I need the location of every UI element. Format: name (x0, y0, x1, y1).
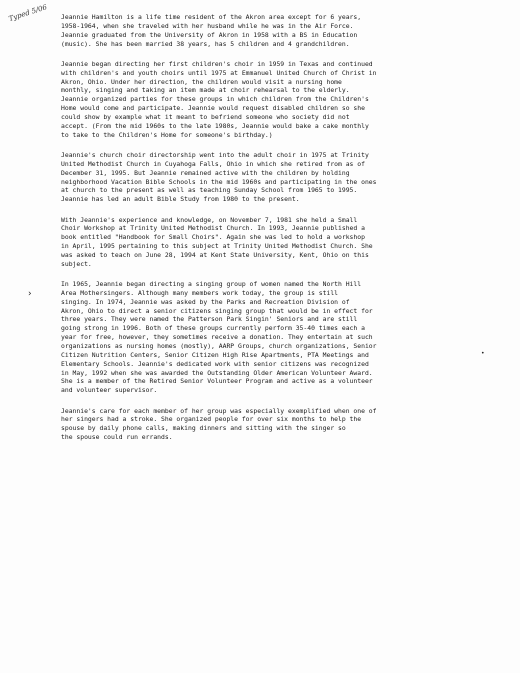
text-line: Jeannie began directing her first children's choir in 1959 in Texas and continued (61, 59, 373, 68)
text-line: Jeannie's church choir directorship went into the adult choir in 1975 at Trinity (61, 150, 369, 159)
text-line: December 31, 1995. But Jeannie remained active with the children by holding (61, 168, 350, 177)
paragraph (61, 280, 511, 395)
paragraph (61, 407, 511, 442)
text-line: with children's and youth choirs until 1975 at Emmanuel United Church of Christ in (61, 68, 377, 77)
text-line: Jeannie graduated from the University of Akron in 1958 with a BS in Education (61, 30, 358, 39)
text-line: could show by example what it meant to befriend someone who society did not (61, 112, 350, 121)
text-line: Citizen Nutrition Centers, Senior Citizen High Rise Apartments, PTA Meetings and (61, 350, 369, 359)
text-line: in May, 1992 when she was awarded the Outstanding Older American Volunteer Award. (61, 368, 373, 377)
document-body (61, 13, 511, 453)
text-line: book entitled "Handbook for Small Choirs". Again she was led to hold a workshop (61, 233, 365, 242)
text-line: Akron, Ohio. Under her direction, the children would visit a nursing home (61, 77, 342, 86)
text-line: She is a member of the Retired Senior Volunteer Program and active as a volunteer (61, 377, 373, 386)
paragraph (61, 60, 511, 140)
paragraph (61, 151, 511, 204)
text-line: With Jeannie's experience and knowledge, on November 7, 1981 she held a Small (61, 215, 358, 224)
text-line: year for free, however, they sometimes receive a donation. They entertain at such (61, 333, 373, 342)
margin-arrow-mark: › (28, 289, 32, 299)
text-line: organizations as nursing homes (mostly), AARP Groups, church organizations, Senior (61, 342, 377, 350)
text-line: Elementary Schools. Jeannie's dedicated work with senior citizens was recognized (61, 359, 369, 368)
text-line: Area Mothersingers. Although many members work today, the group is still (61, 288, 339, 297)
text-line: going strong in 1996. Both of these groups currently perform 35-40 times each a (61, 324, 365, 333)
text-line: her singers had a stroke. She organized people for over six months to help the (61, 415, 362, 424)
text-line: United Methodist Church in Cuyahoga Falls, Ohio in which she retired from as of (61, 159, 365, 168)
text-line: subject. (61, 259, 92, 268)
text-line: was asked to teach on June 28, 1994 at Kent State University, Kent, Ohio on this (61, 250, 369, 259)
text-line: spouse by daily phone calls, making dinners and sitting with the singer so (61, 424, 346, 433)
handwritten-margin-note: Typed 5/06 (7, 3, 48, 23)
text-line: to take to the Children's Home for someone's birthday.) (61, 130, 273, 139)
text-line: neighborhood Vacation Bible Schools in the mid 1960s and participating in the ones (61, 177, 377, 186)
text-line: and volunteer supervisor. (61, 386, 158, 395)
text-line: the spouse could run errands. (61, 433, 173, 442)
text-line: Choir Workshop at Trinity United Methodist Church. In 1993, Jeannie published a (61, 224, 365, 233)
text-line: monthly, singing and taking an item made at choir rehearsal to the elderly. (61, 86, 350, 95)
text-line: Akron, Ohio to direct a senior citizens singing group that would be in effect for (61, 306, 373, 315)
text-line: Jeannie has led an adult Bible Study from 1980 to the present. (61, 195, 300, 204)
text-line: Home would come and participate. Jeannie would request disabled children so she (61, 104, 365, 113)
text-line: Jeannie Hamilton is a life time resident of the Akron area except for 6 years, (61, 13, 362, 21)
text-line: (music). She has been married 38 years, has 5 children and 4 grandchildren. (61, 39, 350, 48)
text-line: in April, 1995 pertaining to this subject at Trinity United Methodist Church. She (61, 242, 373, 251)
text-line: Jeannie organized parties for these groups in which children from the Children's (61, 95, 369, 104)
text-line: In 1965, Jeannie began directing a singing group of women named the North Hill (61, 280, 362, 289)
text-line: 1958-1964, when she traveled with her husband while he was in the Air Force. (61, 21, 354, 30)
paragraph (61, 216, 511, 269)
text-line: at church to the present as well as teaching Sunday School from 1965 to 1995. (61, 186, 358, 195)
text-line: singing. In 1974, Jeannie was asked by the Parks and Recreation Division of (61, 297, 350, 306)
text-line: accept. (From the mid 1960s to the late 1980s, Jeannie would bake a cake monthly (61, 121, 369, 130)
text-line: three years. They were named the Patterson Park Singin' Seniors and are still (61, 315, 358, 324)
paragraph (61, 13, 511, 48)
margin-dot-mark: • (481, 350, 485, 357)
text-line: Jeannie's care for each member of her group was especially exemplified when one of (61, 406, 377, 415)
